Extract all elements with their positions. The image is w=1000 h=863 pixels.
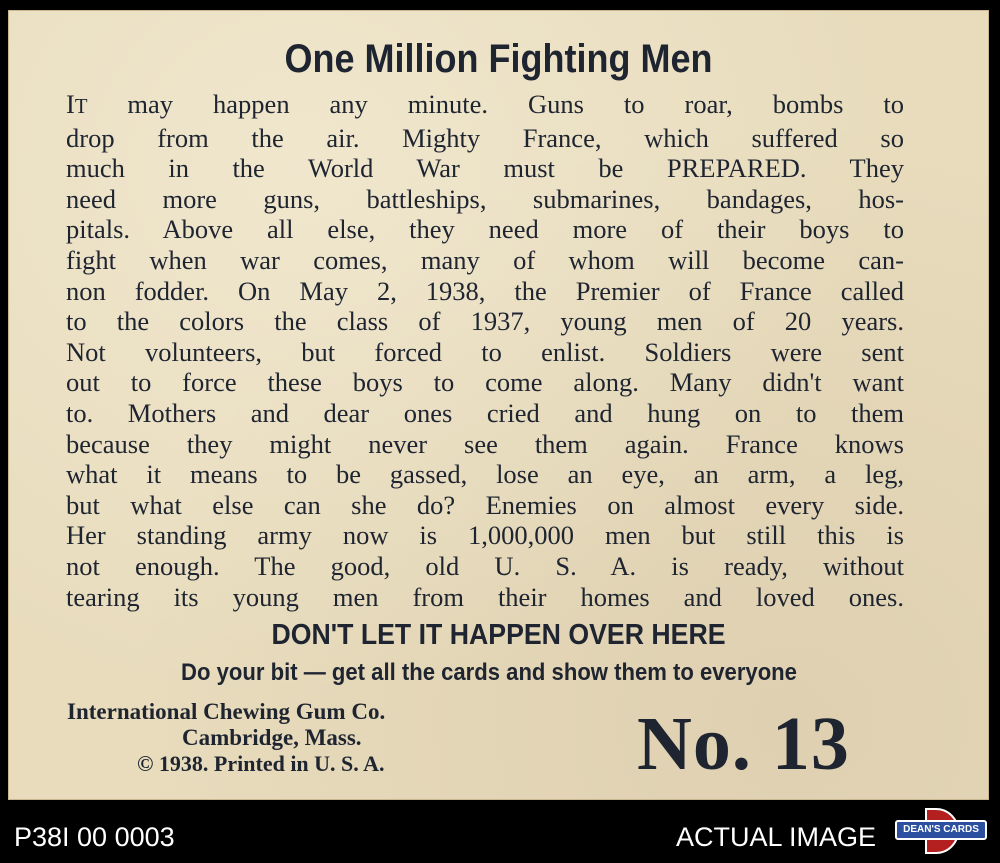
body-line: not enough. The good, old U. S. A. is ready, without bbox=[66, 550, 904, 581]
body-line: much in the World War must be PREPARED. They bbox=[66, 153, 904, 184]
card-code: P38I 00 0003 bbox=[14, 822, 175, 852]
card-body-text bbox=[66, 89, 904, 612]
body-line: out to force these boys to come along. Many didn't want bbox=[66, 367, 904, 398]
actual-image-label: ACTUAL IMAGE bbox=[676, 822, 877, 852]
body-line: to. Mothers and dear ones cried and hung on to them bbox=[66, 397, 904, 428]
call-to-action: Do your bit — get all the cards and show them to everyone bbox=[181, 659, 797, 686]
card-slogan: DON'T LET IT HAPPEN OVER HERE bbox=[271, 619, 726, 651]
body-line: need more guns, battleships, submarines, bandages, hos- bbox=[66, 183, 904, 214]
card-title: One Million Fighting Men bbox=[284, 37, 713, 81]
body-line: tearing its young men from their homes and loved ones. bbox=[66, 581, 904, 612]
copyright-line: © 1938. Printed in U. S. A. bbox=[137, 751, 385, 776]
body-line: pitals. Above all else, they need more of their boys to bbox=[66, 214, 904, 245]
image-footer bbox=[0, 800, 1000, 863]
body-line: because they might never see them again. France knows bbox=[66, 428, 904, 459]
body-line: non fodder. On May 2, 1938, the Premier of France called bbox=[66, 275, 904, 306]
trading-card-back bbox=[8, 10, 989, 800]
body-line: to the colors the class of 1937, young men of 20 years. bbox=[66, 306, 904, 337]
card-number: No. 13 bbox=[637, 702, 850, 786]
body-line: what it means to be gassed, lose an eye, an arm, a leg, bbox=[66, 459, 904, 490]
body-line: but what else can she do? Enemies on almost every side. bbox=[66, 489, 904, 520]
logo-banner: DEAN'S CARDS bbox=[895, 820, 987, 840]
body-line: drop from the air. Mighty France, which suffered so bbox=[66, 122, 904, 153]
deans-cards-logo-icon bbox=[895, 808, 987, 856]
body-line: fight when war comes, many of whom will become can- bbox=[66, 244, 904, 275]
publisher-city: Cambridge, Mass. bbox=[182, 725, 362, 750]
body-line: IT may happen any minute. Guns to roar, bombs to bbox=[66, 89, 904, 119]
body-line: Not volunteers, but forced to enlist. Soldiers were sent bbox=[66, 336, 904, 367]
publisher-name: International Chewing Gum Co. bbox=[67, 699, 386, 724]
body-line: Her standing army now is 1,000,000 men but still this is bbox=[66, 520, 904, 551]
publisher-block bbox=[65, 699, 585, 777]
